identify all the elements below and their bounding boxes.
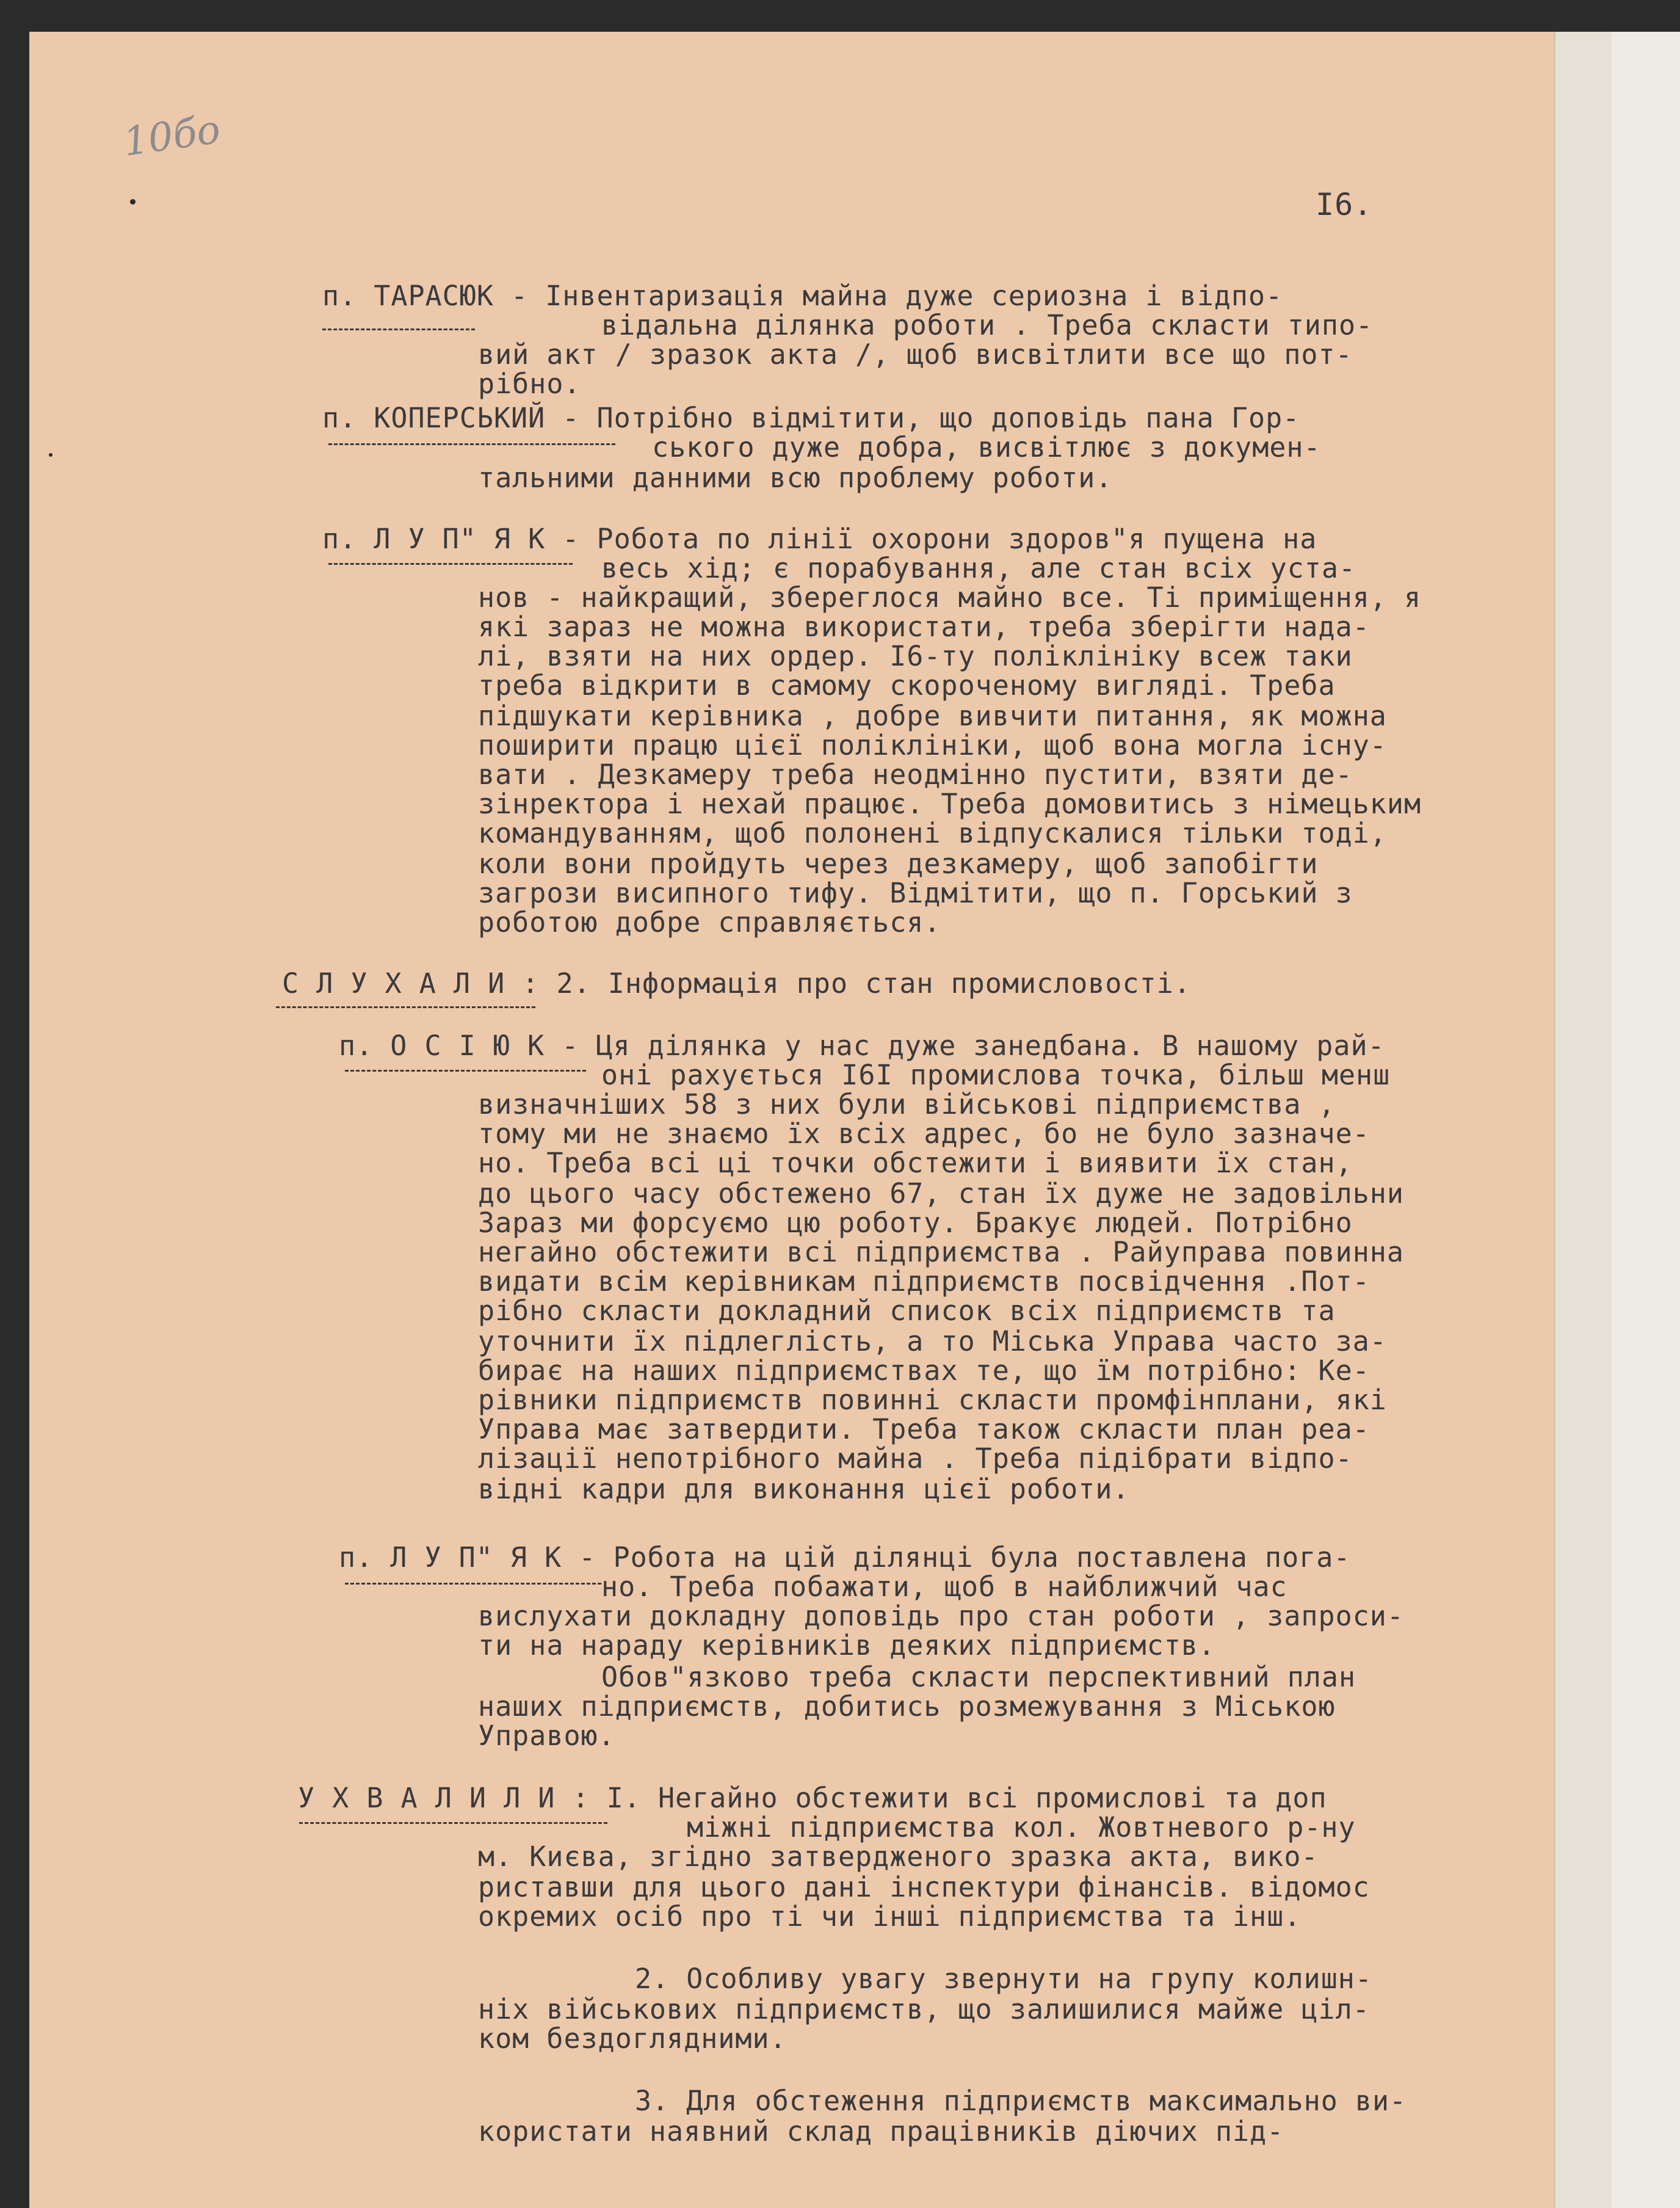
text-line: 2. Особливу увагу звернути на групу колишн- bbox=[635, 1963, 1372, 1995]
text-line: окремих осіб про ті чи інші підприємства та інш. bbox=[478, 1900, 1302, 1933]
text-line: визначніших 58 з них були військові підприємства , bbox=[478, 1088, 1336, 1120]
speaker-underline bbox=[345, 1070, 586, 1072]
text-line: Зараз ми форсуємо цю роботу. Бракує людей. Потрібно bbox=[478, 1207, 1353, 1239]
text-line: весь хід; є порабування, але стан всіх уста- bbox=[601, 552, 1356, 584]
text-line: вати . Дезкамеру треба неодмінно пустити, взяти де- bbox=[478, 758, 1353, 791]
text-line: рібно. bbox=[478, 368, 581, 400]
text-line: п. О С І Ю К - Ця ділянка у нас дуже занедбана. В нашому рай- bbox=[339, 1030, 1385, 1062]
text-line: поширити працю цієї поліклініки, щоб вона могла існу- bbox=[478, 729, 1387, 761]
text-line: С Л У Х А Л И : 2. Інформація про стан промисловості. bbox=[282, 967, 1191, 1000]
speaker-underline bbox=[322, 329, 475, 330]
text-line: п. КОПЕРСЬКИЙ - Потрібно відмітити, що доповідь пана Гор- bbox=[322, 402, 1300, 434]
text-line: ком бездоглядними. bbox=[478, 2022, 787, 2055]
text-line: користати наявний склад працівників діючих під- bbox=[478, 2115, 1284, 2148]
text-line: командуванням, щоб полонені відпускалися тільки тоді, bbox=[478, 817, 1387, 849]
text-line: рібно скласти докладний список всіх підприємств та bbox=[478, 1295, 1336, 1327]
text-line: оні рахується I6I промислова точка, більш менш bbox=[601, 1059, 1391, 1091]
speaker-underline bbox=[328, 563, 573, 565]
text-line: підшукати керівника , добре вивчити питання, як можна bbox=[478, 700, 1387, 732]
text-line: тому ми не знаємо їх всіх адрес, бо не було зазначе- bbox=[478, 1117, 1370, 1150]
section-underline bbox=[276, 1006, 535, 1008]
text-line: треба відкрити в самому скороченому вигляді. Треба bbox=[478, 669, 1336, 702]
text-line: п. Л У П" Я К - Робота по лінії охорони здоров"я пущена на bbox=[322, 523, 1317, 555]
text-line: но. Треба всі ці точки обстежити і виявити їх стан, bbox=[478, 1147, 1353, 1179]
text-line: 3. Для обстеження підприємств максимально ви- bbox=[635, 2085, 1407, 2117]
text-line: загрози висипного тифу. Відмітити, що п. Горський з bbox=[478, 877, 1353, 909]
section-underline bbox=[299, 1822, 607, 1824]
text-line: уточнити їх підлеглість, а то Міська Управа часто за- bbox=[478, 1325, 1387, 1357]
text-line: рівники підприємств повинні скласти промфінплани, які bbox=[478, 1384, 1387, 1416]
text-line: м. Києва, згідно затвердженого зразка акта, вико- bbox=[478, 1840, 1319, 1873]
text-line: коли вони пройдуть через дезкамеру, щоб запобігти bbox=[478, 848, 1319, 880]
text-line: до цього часу обстежено 67, стан їх дуже не задовільни bbox=[478, 1177, 1404, 1210]
text-line: вислухати докладну доповідь про стан роботи , запроси- bbox=[478, 1600, 1404, 1632]
text-line: які зараз не можна використати, треба зберігти нада- bbox=[478, 611, 1370, 643]
text-line: п. Л У П" Я К - Робота на цій ділянці була поставлена пога- bbox=[339, 1541, 1351, 1574]
text-line: Обов"язково треба скласти перспективний план bbox=[601, 1661, 1356, 1693]
text-line: риставши для цього дані інспектури фінансів. відомос bbox=[478, 1871, 1370, 1903]
text-line: міжні підприємства кол. Жовтневого р-ну bbox=[687, 1811, 1356, 1843]
text-line: роботою добре справляється. bbox=[478, 906, 941, 939]
text-line: нов - найкращий, збереглося майно все. Ті приміщення, я bbox=[478, 581, 1422, 614]
text-line: но. Треба побажати, щоб в найближчий час bbox=[601, 1571, 1287, 1603]
speaker-underline bbox=[328, 443, 615, 445]
text-line: відальна ділянка роботи . Треба скласти типо- bbox=[601, 309, 1374, 341]
text-line: ського дуже добра, висвітлює з докумен- bbox=[652, 431, 1321, 463]
punch-mark bbox=[130, 199, 136, 205]
text-line: Управа має затвердити. Треба також скласти план реа- bbox=[478, 1413, 1370, 1445]
text-line: лі, взяти на них ордер. I6-ту поліклініку всеж таки bbox=[478, 640, 1353, 672]
text-line: вий акт / зразок акта /, щоб висвітлити все що пот- bbox=[478, 338, 1353, 371]
pencil-note: 10бо bbox=[120, 107, 223, 165]
text-line: тальними данними всю проблему роботи. bbox=[478, 462, 1113, 494]
text-line: негайно обстежити всі підприємства . Райуправа повинна bbox=[478, 1236, 1404, 1268]
text-line: наших підприємств, добитись розмежування з Міською bbox=[478, 1690, 1336, 1723]
text-line: лізації непотрібного майна . Треба підібрати відпо- bbox=[478, 1442, 1353, 1475]
text-line: ти на нараду керівників деяких підприємств. bbox=[478, 1629, 1215, 1661]
text-line: У Х В А Л И Л И : I. Негайно обстежити всі промислові та доп bbox=[298, 1782, 1327, 1814]
text-line: п. ТАРАСЮК - Інвентаризація майна дуже сериозна і відпо- bbox=[322, 280, 1283, 312]
punch-mark bbox=[49, 453, 52, 457]
text-line: бирає на наших підприємствах те, що їм потрібно: Ке- bbox=[478, 1354, 1370, 1387]
page-number: I6. bbox=[1316, 187, 1373, 222]
speaker-underline bbox=[345, 1583, 601, 1585]
text-line: Управою. bbox=[478, 1720, 615, 1752]
text-line: видати всім керівникам підприємств посвідчення .Пот- bbox=[478, 1265, 1370, 1298]
text-line: зінректора і нехай працює. Треба домовитись з німецьким bbox=[478, 788, 1422, 820]
underlying-sheet-edge-2 bbox=[1612, 32, 1680, 2208]
text-line: відні кадри для виконання цієї роботи. bbox=[478, 1473, 1130, 1505]
text-line: ніх військових підприємств, що залишилися майже ціл- bbox=[478, 1993, 1370, 2025]
